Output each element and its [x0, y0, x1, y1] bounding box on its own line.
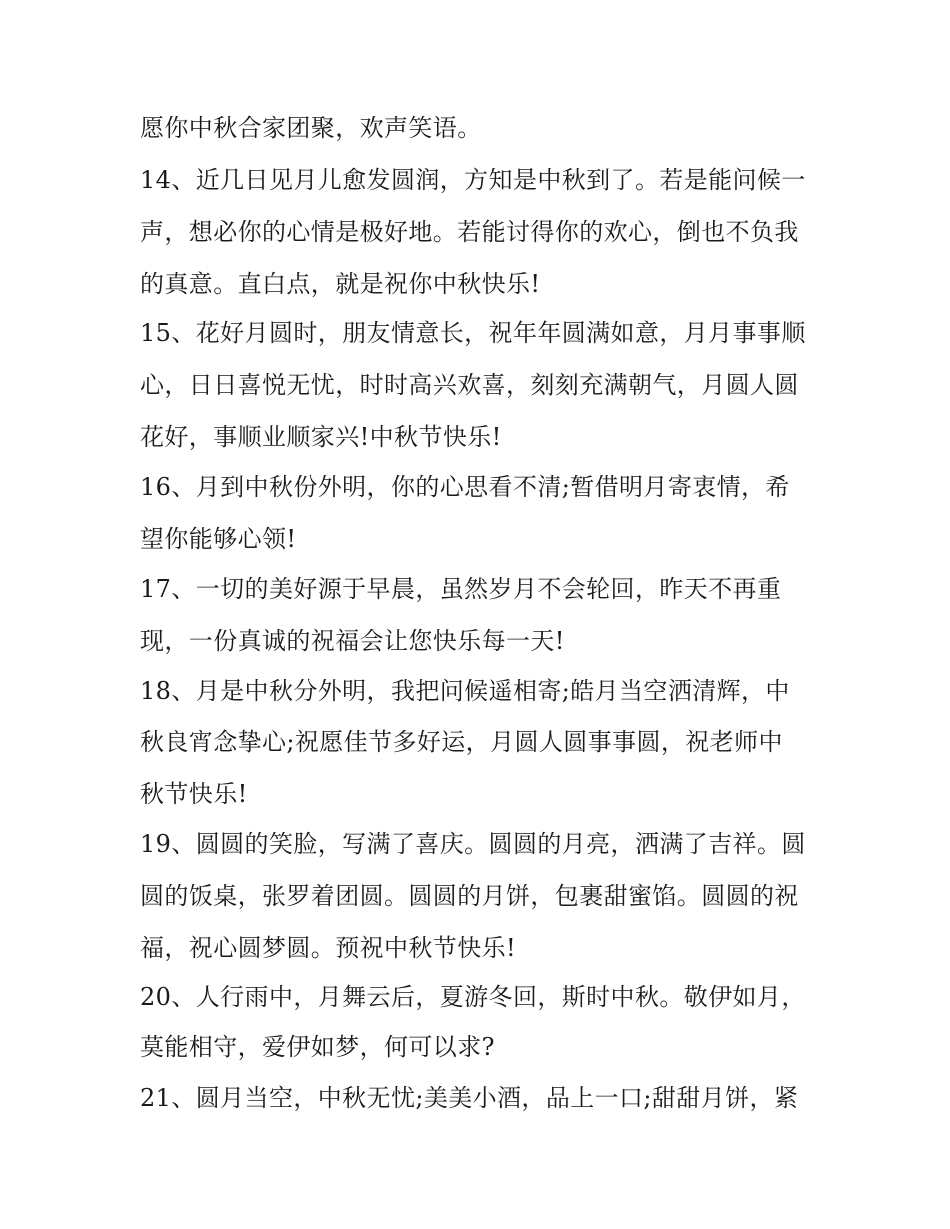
text-line: 的真意。直白点，就是祝你中秋快乐!	[140, 270, 541, 298]
text-line: 21、圆月当空，中秋无忧;美美小酒，品上一口;甜甜月饼，紧	[140, 1084, 799, 1112]
text-line: 20、人行雨中，月舞云后，夏游冬回，斯时中秋。敬伊如月，	[140, 983, 806, 1011]
text-line: 福，祝心圆梦圆。预祝中秋节快乐!	[140, 934, 517, 962]
text-line: 16、月到中秋份外明，你的心思看不清;暂借明月寄衷情，希	[140, 473, 790, 501]
text-line: 17、一切的美好源于早晨，虽然岁月不会轮回，昨天不再重	[140, 575, 782, 603]
text-line: 声，想必你的心情是极好地。若能讨得你的欢心，倒也不负我	[140, 218, 799, 246]
text-line: 花好，事顺业顺家兴!中秋节快乐!	[140, 423, 502, 451]
text-line: 秋良宵念挚心;祝愿佳节多好运，月圆人圆事事圆，祝老师中	[140, 728, 783, 756]
text-line: 圆的饭桌，张罗着团圆。圆圆的月饼，包裹甜蜜馅。圆圆的祝	[140, 882, 799, 910]
text-line: 15、花好月圆时，朋友情意长，祝年年圆满如意，月月事事顺	[140, 319, 806, 347]
text-line: 心，日日喜悦无忧，时时高兴欢喜，刻刻充满朝气，月圆人圆	[140, 371, 799, 399]
text-line: 愿你中秋合家团聚，欢声笑语。	[140, 114, 482, 142]
text-line: 18、月是中秋分外明，我把问候遥相寄;皓月当空洒清辉，中	[140, 677, 790, 705]
text-line: 望你能够心领!	[140, 525, 297, 553]
text-line: 现，一份真诚的祝福会让您快乐每一天!	[140, 627, 565, 655]
text-line: 莫能相守，爱伊如梦，何可以求?	[140, 1033, 495, 1061]
text-line: 14、近几日见月儿愈发圆润，方知是中秋到了。若是能问候一	[140, 166, 806, 194]
text-line: 秋节快乐!	[140, 780, 248, 808]
text-line: 19、圆圆的笑脸，写满了喜庆。圆圆的月亮，洒满了吉祥。圆	[140, 830, 806, 858]
